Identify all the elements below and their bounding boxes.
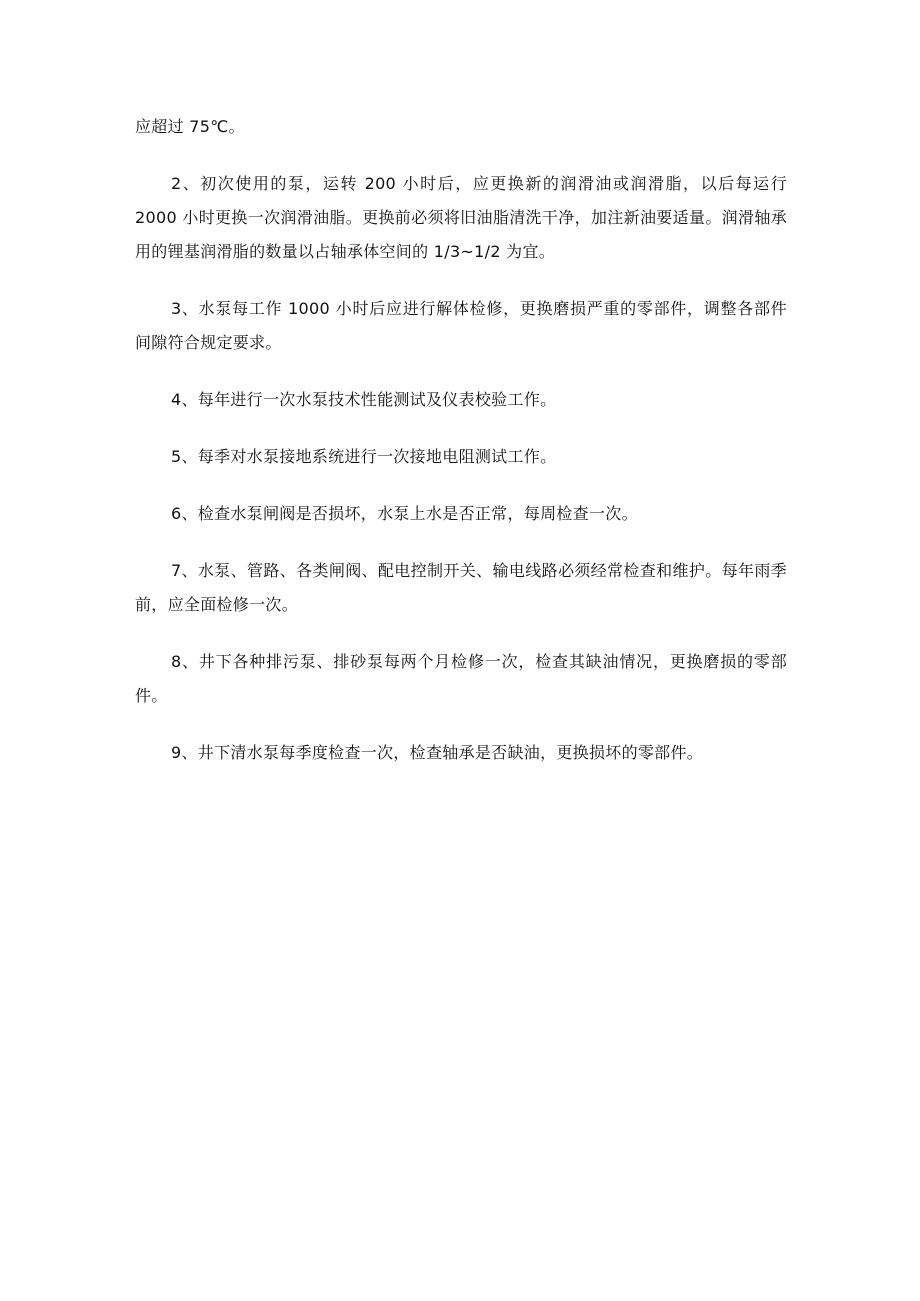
paragraph-item-6: 6、检查水泵闸阀是否损坏，水泵上水是否正常，每周检查一次。 (171, 504, 638, 523)
paragraph-item-3: 3、水泵每工作 1000 小时后应进行解体检修，更换磨损严重的零部件，调整各部件间隙符合规定要求。 (135, 299, 787, 352)
paragraph-item-2: 2、初次使用的泵，运转 200 小时后，应更换新的润滑油或润滑脂，以后每运行 2000 小时更换一次润滑油脂。更换前必须将旧油脂清洗干净，加注新油要适量。润滑轴承用的锂基润滑脂的数量以占轴承体空间的 1/3~1/2 为宜。 (135, 174, 787, 261)
paragraph-item-5: 5、每季对水泵接地系统进行一次接地电阻测试工作。 (171, 447, 557, 466)
document-body (135, 110, 787, 793)
paragraph-continuation: 应超过 75℃。 (135, 117, 245, 136)
paragraph-item-7: 7、水泵、管路、各类闸阀、配电控制开关、输电线路必须经常检查和维护。每年雨季前，应全面检修一次。 (135, 561, 787, 614)
paragraph-item-4: 4、每年进行一次水泵技术性能测试及仪表校验工作。 (171, 390, 557, 409)
paragraph-item-9: 9、井下清水泵每季度检查一次，检查轴承是否缺油，更换损坏的零部件。 (171, 743, 704, 762)
paragraph-item-8: 8、井下各种排污泵、排砂泵每两个月检修一次，检查其缺油情况，更换磨损的零部件。 (135, 652, 787, 705)
